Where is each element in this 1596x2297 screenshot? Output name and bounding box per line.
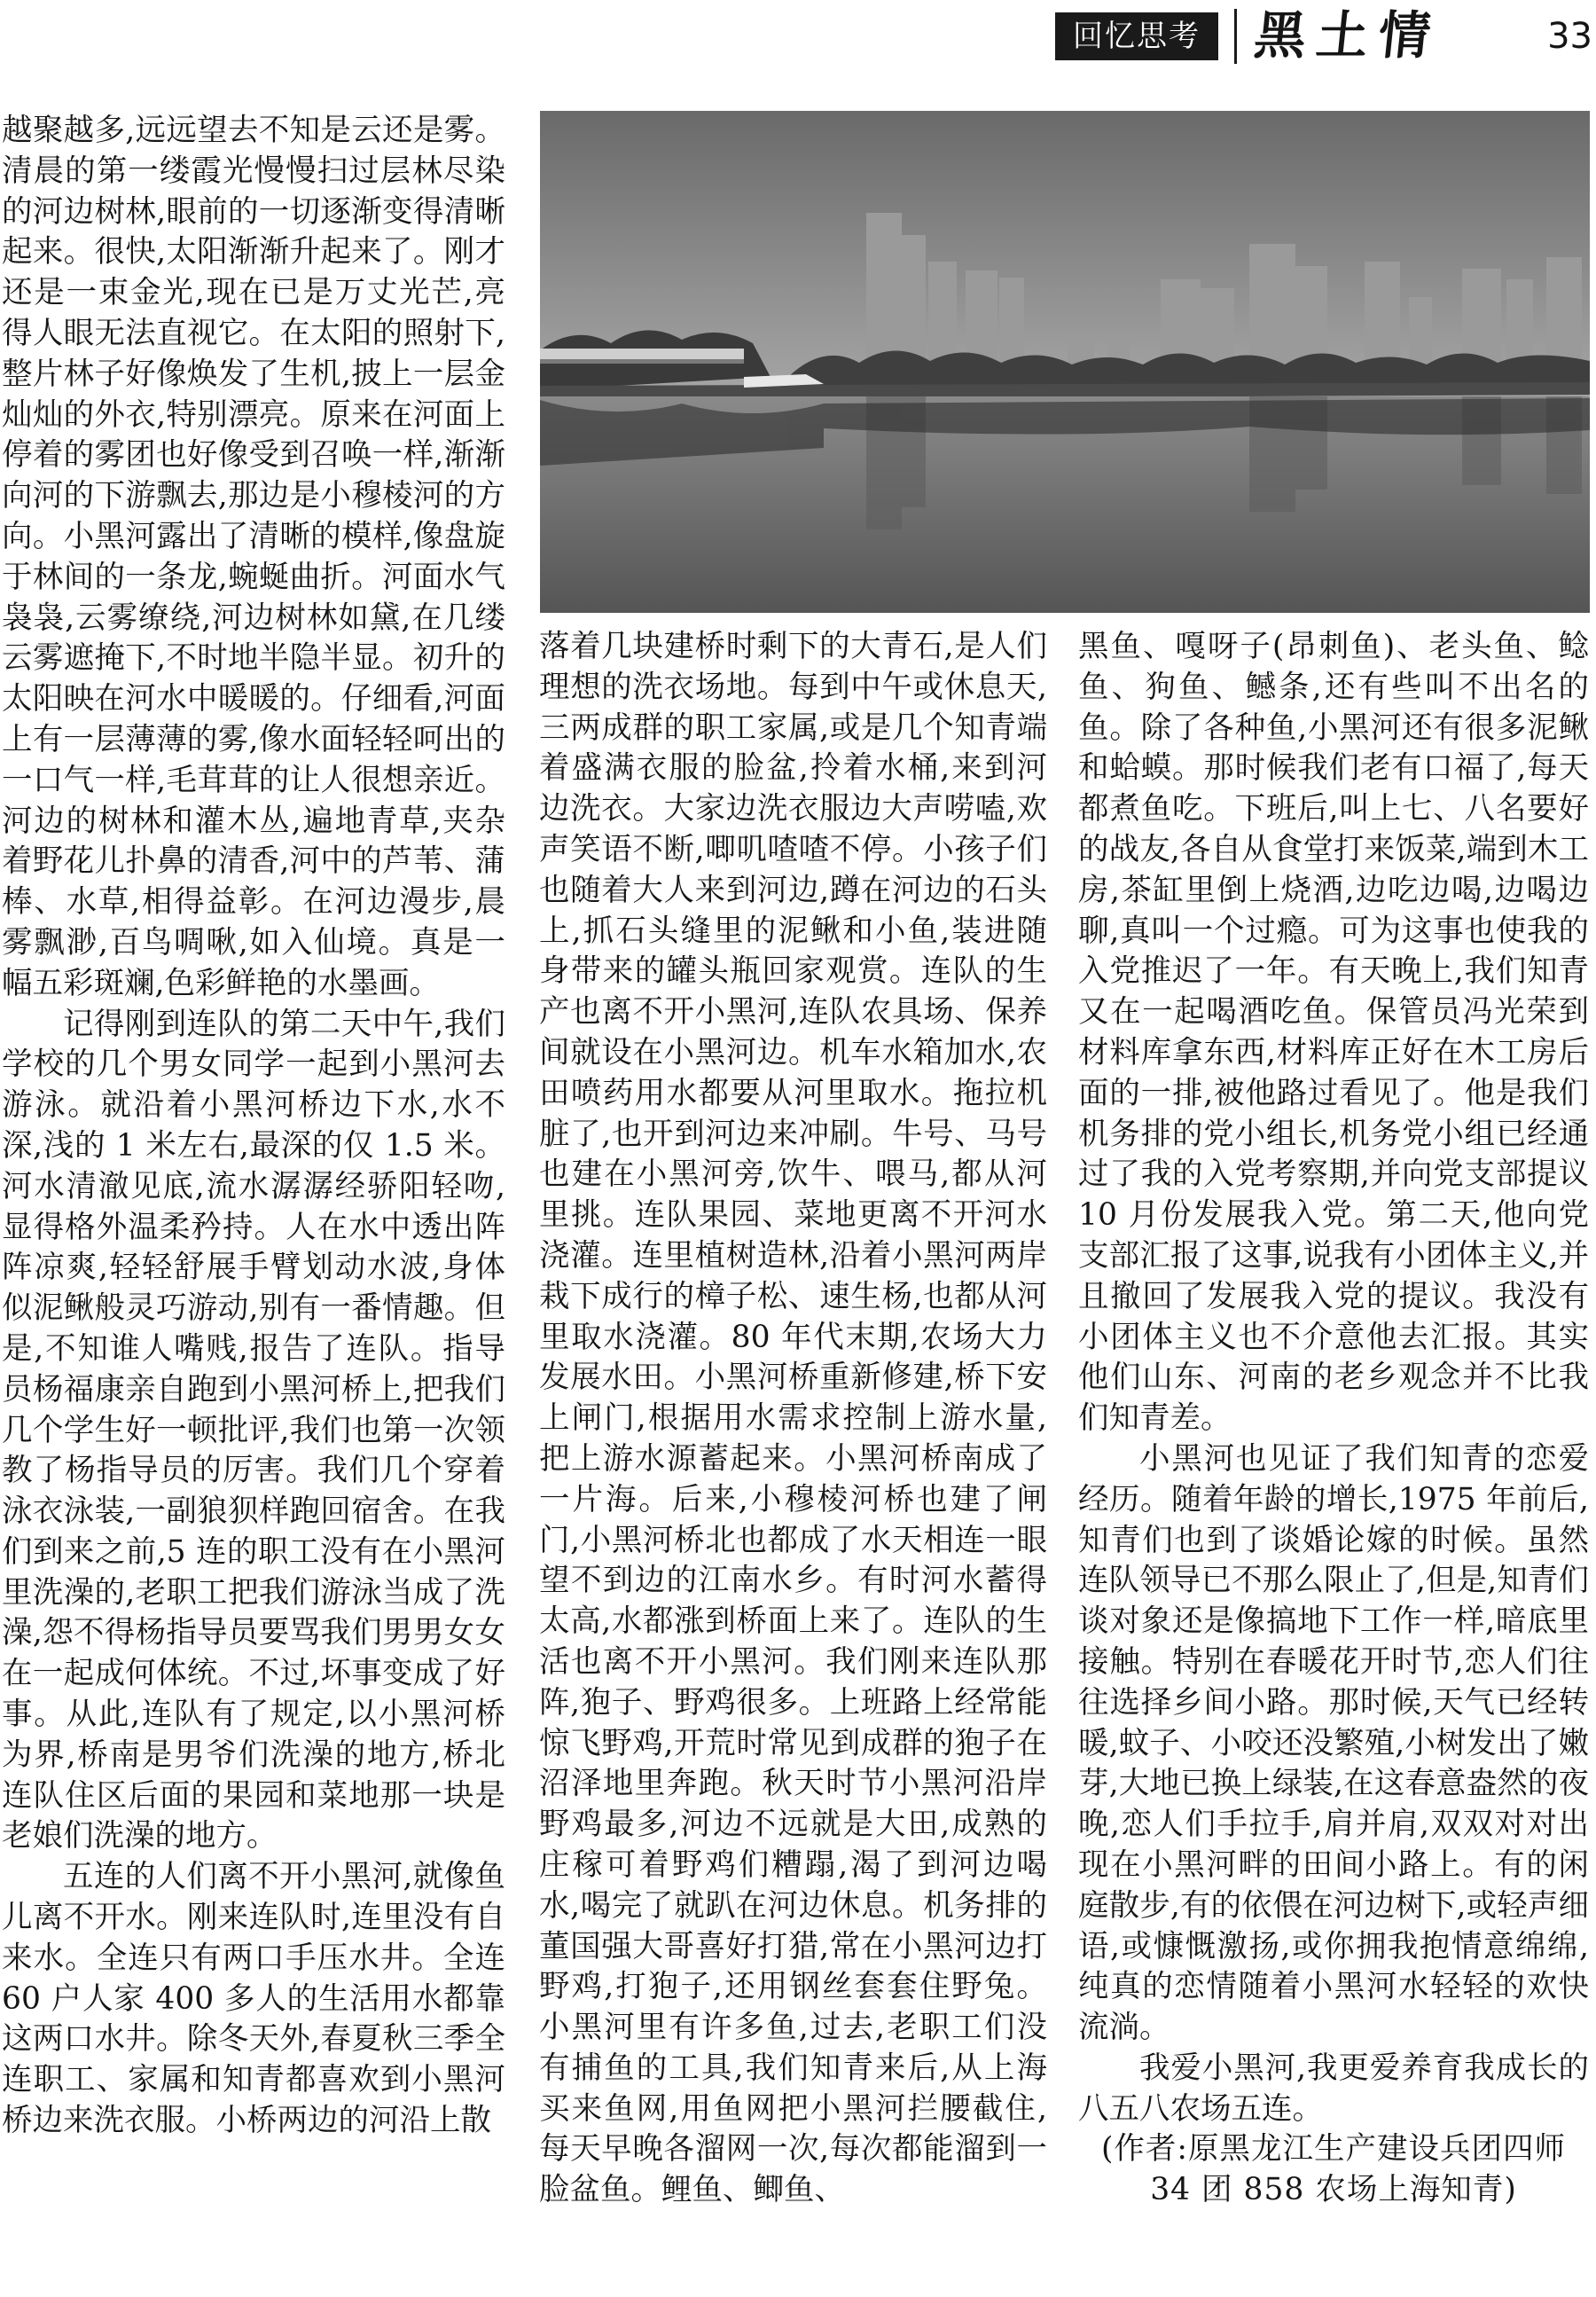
page-number: 33 (1547, 16, 1592, 57)
paragraph: 落着几块建桥时剩下的大青石,是人们理想的洗衣场地。每到中午或休息天,三两成群的职工家属,或是几个知青端着盛满衣服的脸盆,拎着水桶,来到河边洗衣。大家边洗衣服边大声唠嗑,欢声笑语不断,唧叽喳喳不停。小孩子们也随着大人来到河边,蹲在河边的石头上,抓石头缝里的泥鳅和小鱼,装进随身带来的罐头瓶回家观赏。连队的生产也离不开小黑河,连队农具场、保养间就设在小黑河边。机车水箱加水,农田喷药用水都要从河里取水。拖拉机脏了,也开到河边来冲刷。牛号、马号也建在小黑河旁,饮牛、喂马,都从河里挑。连队果园、菜地更离不开河水浇灌。连里植树造林,沿着小黑河两岸栽下成行的樟子松、速生杨,也都从河里取水浇灌。80 年代末期,农场大力发展水田。小黑河桥重新修建,桥下安上闸门,根据用水需求控制上游水量,把上游水源蓄起来。小黑河桥南成了一片海。后来,小穆棱河桥也建了闸门,小黑河桥北也都成了水天相连一眼望不到边的江南水乡。有时河水蓄得太高,水都涨到桥面上来了。连队的生活也离不开小黑河。我们刚来连队那阵,狍子、野鸡很多。上班路上经常能惊飞野鸡,开荒时常见到成群的狍子在沼泽地里奔跑。秋天时节小黑河沿岸野鸡最多,河边不远就是大田,成熟的庄稼可着野鸡们糟蹋,渴了到河边喝水,喝完了就趴在河边休息。机务排的董国强大哥喜好打猎,常在小黑河边打野鸡,打狍子,还用钢丝套套住野兔。小黑河里有许多鱼,过去,老职工们没有捕鱼的工具,我们知青来后,从上海买来鱼网,用鱼网把小黑河拦腰截住,每天早晚各溜网一次,每次都能溜到一脸盆鱼。鲤鱼、鲫鱼、 (539, 629, 1047, 2208)
paragraph: 越聚越多,远远望去不知是云还是雾。清晨的第一缕霞光慢慢扫过层林尽染的河边树林,眼前的一切逐渐变得清晰起来。很快,太阳渐渐升起来了。刚才还是一束金光,现在已是万丈光芒,亮得人眼无法直视它。在太阳的照射下,整片林子好像焕发了生机,披上一层金灿灿的外衣,特别漂亮。原来在河面上停着的雾团也好像受到召唤一样,渐渐向河的下游飘去,那边是小穆棱河的方向。小黑河露出了清晰的模样,像盘旋于林间的一条龙,蜿蜒曲折。河面水气袅袅,云雾缭绕,河边树林如黛,在几缕云雾遮掩下,不时地半隐半显。初升的太阳映在河水中暖暖的。仔细看,河面上有一层薄薄的雾,像水面轻轻呵出的一口气一样,毛茸茸的让人很想亲近。河边的树林和灌木丛,遍地青草,夹杂着野花儿扑鼻的清香,河中的芦苇、蒲棒、水草,相得益彰。在河边漫步,晨雾飘渺,百鸟啁啾,如入仙境。真是一幅五彩斑斓,色彩鲜艳的水墨画。 (2, 113, 505, 1001)
header-divider (1234, 9, 1237, 64)
page-header (0, 0, 1596, 75)
paragraph: 我爱小黑河,我更爱养育我成长的八五八农场五连。 (1078, 2050, 1589, 2127)
article-column-right (1078, 627, 1589, 2294)
article-column-left (2, 111, 505, 2294)
river-photo (540, 111, 1590, 613)
author-credit: (作者:原黑龙江生产建设兵团四师 34 团 858 农场上海知青) (1100, 2131, 1567, 2208)
magazine-title: 黑土情 (1251, 5, 1444, 66)
paragraph: 记得刚到连队的第二天中午,我们学校的几个男女同学一起到小黑河去游泳。就沿着小黑河桥边下水,水不深,浅的 1 米左右,最深的仅 1.5 米。河水清澈见底,流水潺潺经骄阳轻吻,显得格外温柔矜持。人在水中透出阵阵凉爽,轻轻舒展手臂划动水波,身体似泥鳅般灵巧游动,别有一番情趣。但是,不知谁人嘴贱,报告了连队。指导员杨福康亲自跑到小黑河桥上,把我们几个学生好一顿批评,我们也第一次领教了杨指导员的厉害。我们几个穿着泳衣泳装,一副狼狈样跑回宿舍。在我们到来之前,5 连的职工没有在小黑河里洗澡的,老职工把我们游泳当成了洗澡,怨不得杨指导员要骂我们男男女女在一起成何体统。不过,坏事变成了好事。从此,连队有了规定,以小黑河桥为界,桥南是男爷们洗澡的地方,桥北连队住区后面的果园和菜地那一块是老娘们洗澡的地方。 (2, 1006, 505, 1854)
article-column-middle (539, 627, 1047, 2294)
paragraph: 小黑河也见证了我们知青的恋爱经历。随着年龄的增长,1975 年前后,知青们也到了谈婚论嫁的时候。虽然连队领导已不那么限止了,但是,知青们谈对象还是像搞地下工作一样,暗底里接触。特别在春暖花开时节,恋人们往往选择乡间小路。那时候,天气已经转暖,蚊子、小咬还没繁殖,小树发出了嫩芽,大地已换上绿装,在这春意盎然的夜晚,恋人们手拉手,肩并肩,双双对对出现在小黑河畔的田间小路上。有的闲庭散步,有的依偎在河边树下,或轻声细语,或慷慨激扬,或你拥我抱情意绵绵,纯真的恋情随着小黑河水轻轻的欢快流淌。 (1078, 1440, 1589, 2046)
paragraph: 黑鱼、嘎呀子(昂刺鱼)、老头鱼、鲶鱼、狗鱼、鳡条,还有些叫不出名的鱼。除了各种鱼,小黑河还有很多泥鳅和蛤蟆。那时候我们老有口福了,每天都煮鱼吃。下班后,叫上七、八名要好的战友,各自从食堂打来饭菜,端到木工房,茶缸里倒上烧酒,边吃边喝,边喝边聊,真叫一个过瘾。可为这事也使我的入党推迟了一年。有天晚上,我们知青又在一起喝酒吃鱼。保管员冯光荣到材料库拿东西,材料库正好在木工房后面的一排,被他路过看见了。他是我们机务排的党小组长,机务党小组已经通过了我的入党考察期,并向党支部提议 10 月份发展我入党。第二天,他向党支部汇报了这事,说我有小团体主义,并且撤回了发展我入党的提议。我没有小团体主义也不介意他去汇报。其实他们山东、河南的老乡观念并不比我们知青差。 (1078, 629, 1589, 1437)
paragraph: 五连的人们离不开小黑河,就像鱼儿离不开水。刚来连队时,连里没有自来水。全连只有两口手压水井。全连 60 户人家 400 多人的生活用水都靠这两口水井。除冬天外,春夏秋三季全连职工、家属和知青都喜欢到小黑河桥边来洗衣服。小桥两边的河沿上散 (2, 1859, 505, 2139)
section-badge: 回忆思考 (1055, 12, 1218, 60)
